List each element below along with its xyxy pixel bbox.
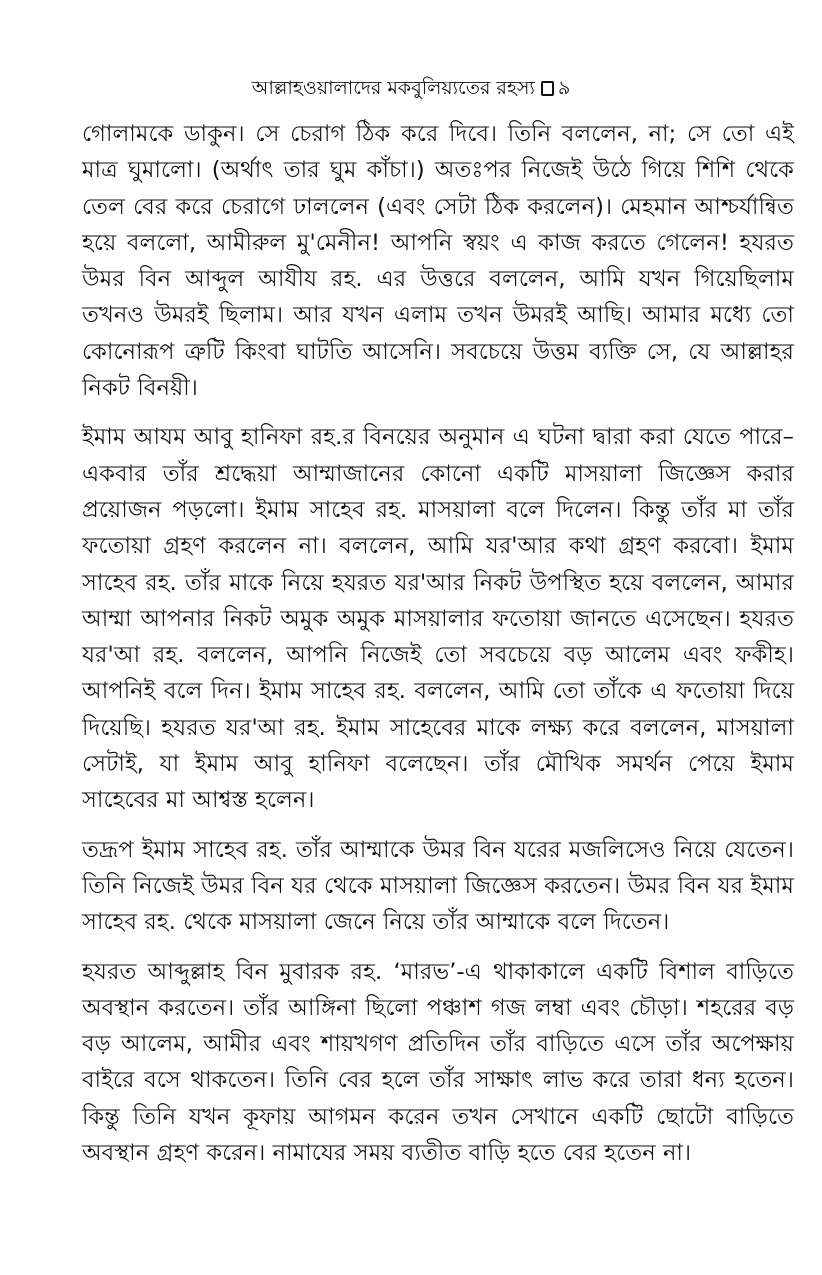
square-box-icon: [541, 81, 554, 96]
paragraph: গোলামকে ডাকুন। সে চেরাগ ঠিক করে দিবে। তিনি বললেন, না; সে তো এই মাত্র ঘুমালো। (অর্থাৎ তার ঘুম কাঁচা।) অতঃপর নিজেই উঠে গিয়ে শিশি থেকে তেল বের করে চেরাগে ঢাললেন (এবং সেটা ঠিক করলেন)। মেহমান আশ্চর্যান্বিত হয়ে বললো, আমীরুল মু'মেনীন! আপনি স্বয়ং এ কাজ করতে গেলেন! হযরত উমর বিন আব্দুল আযীয রহ. এর উত্তরে বললেন, আমি যখন গিয়েছিলাম তখনও উমরই ছিলাম। আর যখন এলাম তখন উমরই আছি। আমার মধ্যে তো কোনোরূপ ত্রুটি কিংবা ঘাটতি আসেনি। সবচেয়ে উত্তম ব্যক্তি সে, যে আল্লাহর নিকট বিনয়ী।: [82, 121, 794, 402]
header-title: আল্লাহওয়ালাদের মকবুলিয়্যতের রহস্য: [251, 77, 535, 99]
paragraph: তদ্রূপ ইমাম সাহেব রহ. তাঁর আম্মাকে উমর বিন যরের মজলিসেও নিয়ে যেতেন। তিনি নিজেই উমর বিন যর থেকে মাসয়ালা জিজ্ঞেস করতেন। উমর বিন যর ইমাম সাহেব রহ. থেকে মাসয়ালা জেনে নিয়ে তাঁর আম্মাকে বলে দিতেন।: [82, 836, 794, 936]
running-header: [0, 74, 822, 102]
page-number: ৯: [557, 77, 571, 99]
paragraph: ইমাম আযম আবু হানিফা রহ.র বিনয়ের অনুমান এ ঘটনা দ্বারা করা যেতে পারে– একবার তাঁর শ্রদ্ধেয়া আম্মাজানের কোনো একটি মাসয়ালা জিজ্ঞেস করার প্রয়োজন পড়লো। ইমাম সাহেব রহ. মাসয়ালা বলে দিলেন। কিন্তু তাঁর মা তাঁর ফতোয়া গ্রহণ করলেন না। বললেন, আমি যর'আর কথা গ্রহণ করবো। ইমাম সাহেব রহ. তাঁর মাকে নিয়ে হযরত যর'আর নিকট উপস্থিত হয়ে বললেন, আমার আম্মা আপনার নিকট অমুক অমুক মাসয়ালার ফতোয়া জানতে এসেছেন। হযরত যর'আ রহ. বললেন, আপনি নিজেই তো সবচেয়ে বড় আলেম এবং ফকীহ। আপনিই বলে দিন। ইমাম সাহেব রহ. বললেন, আমি তো তাঁকে এ ফতোয়া দিয়ে দিয়েছি। হযরত যর'আ রহ. ইমাম সাহেবের মাকে লক্ষ্য করে বললেন, মাসয়ালা সেটাই, যা ইমাম আবু হানিফা বলেছেন। তাঁর মৌখিক সমর্থন পেয়ে ইমাম সাহেবের মা আশ্বস্ত হলেন।: [82, 424, 794, 814]
body-text: [82, 116, 794, 1171]
paragraph: হযরত আব্দুল্লাহ বিন মুবারক রহ. ‘মারভ’-এ থাকাকালে একটি বিশাল বাড়িতে অবস্থান করতেন। তাঁর আঙ্গিনা ছিলো পঞ্চাশ গজ লম্বা এবং চৌড়া। শহরের বড় বড় আলেম, আমীর এবং শায়খগণ প্রতিদিন তাঁর বাড়িতে এসে তাঁর অপেক্ষায় বাইরে বসে থাকতেন। তিনি বের হলে তাঁর সাক্ষাৎ লাভ করে তারা ধন্য হতেন। কিন্তু তিনি যখন কূফায় আগমন করেন তখন সেখানে একটি ছোটো বাড়িতে অবস্থান গ্রহণ করেন। নামাযের সময় ব্যতীত বাড়ি হতে বের হতেন না।: [82, 958, 794, 1167]
